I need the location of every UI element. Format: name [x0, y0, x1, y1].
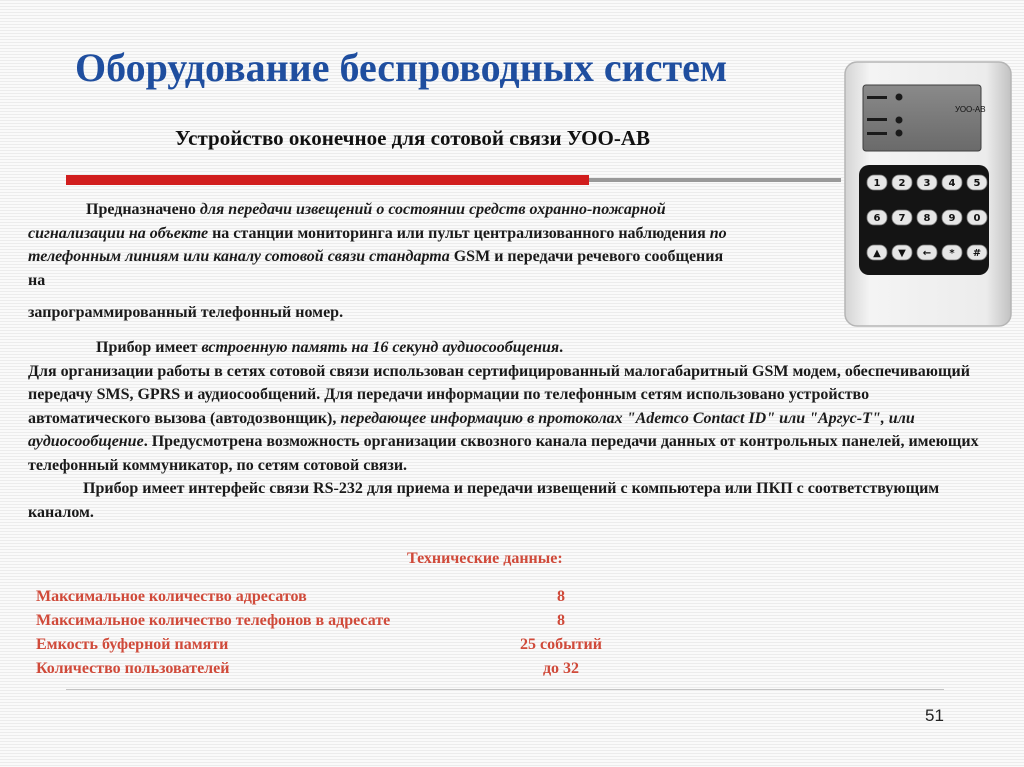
keypad-key [917, 175, 937, 190]
keypad-key [917, 210, 937, 225]
spec-row [36, 633, 636, 657]
keypad-key [942, 245, 962, 260]
keypad-key [867, 245, 887, 260]
p1-text: на станции мониторинга или пульт централизованного наблюдения [208, 224, 710, 242]
svg-text:#: # [972, 248, 982, 259]
keypad-key [967, 175, 987, 190]
p2-italic: встроенную память на 16 секунд аудиосообщения [201, 339, 560, 356]
spec-label: Максимальное количество телефонов в адресате [36, 612, 391, 629]
p2-text: Прибор имеет [96, 339, 202, 356]
svg-text:0: 0 [973, 213, 981, 224]
svg-text:←: ← [922, 248, 932, 259]
features-paragraph [28, 336, 988, 524]
device-keypad-image [843, 60, 1013, 328]
purpose-paragraph [28, 198, 728, 325]
keypad-key [892, 245, 912, 260]
p2-text: . Предусмотрена возможность организации сквозного канала передачи данных от контрольных панелей, имеющих телефонный коммуникатор, по сетям сотовой связи. [28, 433, 979, 474]
svg-text:▼: ▼ [898, 248, 906, 259]
spec-label: Количество пользователей [36, 660, 230, 677]
keypad-key [892, 210, 912, 225]
keypad-key [917, 245, 937, 260]
device-display-label: УОО-АВ [955, 105, 986, 114]
p1-text: и передачи речевого сообщения на [28, 248, 724, 289]
svg-text:▲: ▲ [873, 248, 881, 259]
p2-rs232: Прибор имеет интерфейс связи RS-232 для приема и передачи извещений с компьютера или ПКП с соответствующим каналом. [28, 480, 940, 521]
spec-row [36, 585, 636, 609]
spec-row [36, 657, 636, 681]
svg-text:9: 9 [948, 213, 956, 224]
red-divider [66, 175, 589, 185]
p1-text: Предназначено [86, 201, 200, 218]
p1-last-line: запрограммированный телефонный номер. [28, 304, 344, 321]
keypad-key [942, 210, 962, 225]
spec-value: 25 событий [520, 636, 602, 653]
svg-text:8: 8 [923, 213, 931, 224]
p1-gsm: GSM [449, 248, 491, 265]
spec-label: Максимальное количество адресатов [36, 588, 307, 605]
spec-value: до 32 [542, 660, 580, 677]
gray-divider [589, 178, 841, 182]
p2-italic: передающее информацию в протоколах "Ademco Contact ID" или "Аргус-Т", или аудиосообщение [28, 409, 915, 450]
spec-value: 8 [557, 588, 565, 605]
svg-text:*: * [949, 248, 955, 259]
spec-table [36, 585, 636, 681]
spec-value: 8 [557, 612, 565, 629]
page-number: 51 [925, 706, 944, 725]
spec-label: Емкость буферной памяти [36, 636, 229, 653]
p1-italic: для передачи извещений о состоянии средств охранно-пожарной сигнализации на объекте [28, 201, 666, 242]
keypad-key [867, 175, 887, 190]
svg-text:2: 2 [898, 178, 906, 189]
p1-italic: по телефонным линиям или каналу сотовой связи стандарта [28, 224, 727, 265]
slide-subtitle: Устройство оконечное для сотовой связи УОО-АВ [175, 126, 650, 150]
keypad-key [867, 210, 887, 225]
p2-text: Для организации работы в сетях сотовой связи использован сертифицированный малогабаритный GSM модем, обеспечивающий передачу SMS, GPRS и аудиосообщений. Для передачи информации по телефонным сетям использовано устройство автоматического вызова (автодозвонщик), [28, 362, 970, 427]
keypad-key [942, 175, 962, 190]
p2-text: . [559, 339, 564, 356]
svg-text:3: 3 [923, 178, 931, 189]
footer-divider [66, 689, 944, 690]
svg-text:5: 5 [973, 178, 981, 189]
svg-text:4: 4 [948, 178, 956, 189]
slide-title: Оборудование беспроводных систем [75, 45, 728, 90]
svg-text:7: 7 [898, 213, 906, 224]
keypad-key [967, 210, 987, 225]
svg-text:1: 1 [873, 178, 881, 189]
keypad-key [967, 245, 987, 260]
spec-row [36, 609, 636, 633]
keypad-key [892, 175, 912, 190]
svg-text:6: 6 [873, 213, 881, 224]
tech-data-heading: Технические данные: [407, 550, 563, 567]
